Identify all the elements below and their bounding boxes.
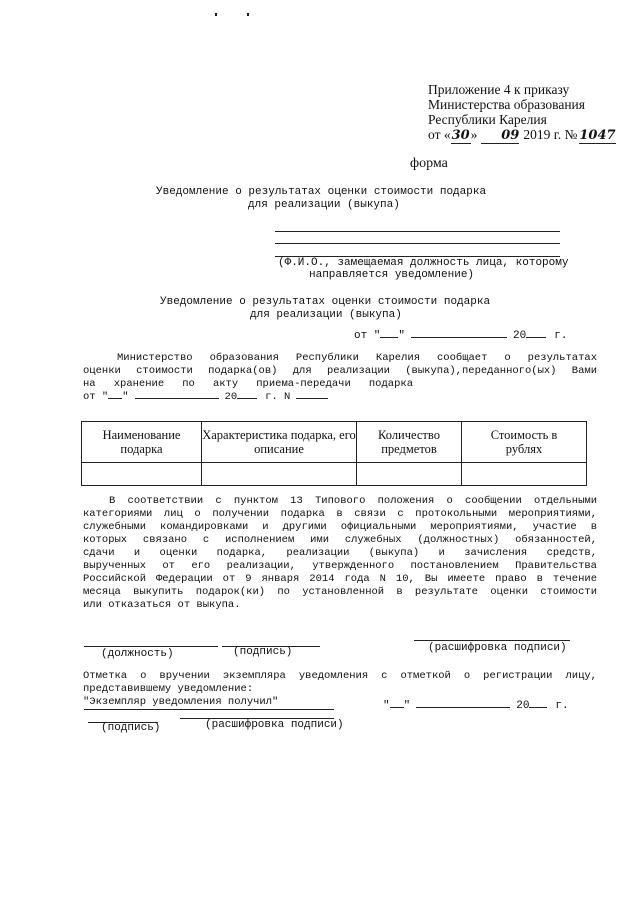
main-row-9: или отказаться от выкупа. bbox=[83, 599, 241, 611]
act-month-blank bbox=[135, 398, 219, 399]
intro-row-3: на хранение по акту приема-передачи подарка bbox=[83, 378, 413, 390]
date-line bbox=[354, 330, 567, 342]
notice-title-2-line-2: для реализации (выкупа) bbox=[250, 309, 402, 321]
notice-title-2-line-1: Уведомление о результатах оценки стоимости подарка bbox=[160, 296, 491, 308]
receipt-year: 20 bbox=[516, 700, 530, 712]
date-prefix: от " bbox=[354, 330, 381, 342]
date-day-blank bbox=[380, 337, 398, 338]
position-line bbox=[84, 646, 218, 647]
main-row-4: которых связано с исполнением ими служебных (должностных) обязанностей, bbox=[83, 534, 597, 546]
appendix-year-text: 2019 г. № bbox=[523, 127, 578, 142]
intro-paragraph bbox=[83, 352, 597, 404]
receipt-row-1: Отметка о вручении экземпляра уведомления с отметкой о регистрации лицу, bbox=[83, 670, 597, 682]
appendix-line-2: Министерства образования bbox=[428, 97, 585, 112]
decoding-caption: (расшифровка подписи) bbox=[428, 642, 567, 654]
appendix-day: 30 bbox=[451, 128, 470, 143]
receipt-row-3: "Экземпляр уведомления получил" bbox=[83, 696, 279, 708]
receipt-signature-caption: (подпись) bbox=[101, 722, 161, 734]
appendix-date-prefix: от « bbox=[428, 127, 451, 142]
appendix-line-3: Республики Карелия bbox=[428, 112, 547, 127]
header-value-rub: Стоимость в рублях bbox=[462, 422, 587, 463]
appendix-date-mid: » bbox=[470, 127, 478, 142]
act-date-mid: " bbox=[122, 391, 129, 403]
header-gift-name: Наименование подарка bbox=[82, 422, 202, 463]
receipt-year-blank bbox=[529, 707, 547, 708]
intro-row-1: Министерство образования Республики Карелия сообщает о результатах bbox=[117, 352, 597, 364]
date-year-blank bbox=[526, 337, 546, 338]
date-mid: " bbox=[398, 330, 406, 342]
addressee-line-2 bbox=[275, 243, 560, 244]
act-year: 20 bbox=[224, 391, 238, 403]
act-number-label: г. N bbox=[265, 391, 291, 403]
appendix-month: 09 bbox=[481, 128, 519, 144]
main-paragraph bbox=[83, 495, 597, 612]
addressee-caption-line-1: (Ф.И.О., замещаемая должность лица, которому bbox=[278, 257, 569, 269]
intro-row-4 bbox=[83, 391, 597, 404]
notice-title-1-line-2: для реализации (выкупа) bbox=[248, 199, 400, 211]
receipt-suffix: г. bbox=[555, 700, 569, 712]
receipt-date-line bbox=[383, 700, 569, 712]
receipt-day-blank bbox=[390, 707, 404, 708]
main-row-3: служебными командировками и другими официальными мероприятиями, участие в bbox=[83, 521, 597, 533]
table-cell bbox=[202, 463, 357, 486]
act-number-blank bbox=[296, 398, 328, 399]
receipt-date-prefix: " bbox=[383, 700, 390, 712]
appendix-line-1: Приложение 4 к приказу bbox=[428, 82, 570, 97]
table-cell bbox=[357, 463, 462, 486]
appendix-number: 1047 bbox=[579, 128, 616, 143]
addressee-caption-line-2: направляется уведомление) bbox=[309, 269, 475, 281]
main-row-2: категориями лиц о получении подарка в связи с протокольными мероприятиями, bbox=[83, 508, 597, 520]
form-label: форма bbox=[410, 156, 448, 171]
appendix-header bbox=[428, 82, 616, 144]
act-day-blank bbox=[108, 398, 122, 399]
table-cell bbox=[82, 463, 202, 486]
receipt-decoding-caption: (расшифровка подписи) bbox=[205, 719, 344, 731]
main-row-7: Российской Федерации от 9 января 2014 года N 10, Вы имеете право в течение bbox=[83, 573, 597, 585]
receipt-row-2: представившему уведомление: bbox=[83, 683, 254, 695]
date-month-blank bbox=[411, 337, 507, 338]
header-gift-description: Характеристика подарка, его описание bbox=[202, 422, 357, 463]
table-cell bbox=[462, 463, 587, 486]
main-row-8: месяца выкупить подарок(ки) по установленной в результате оценки стоимости bbox=[83, 586, 597, 598]
position-caption: (должность) bbox=[101, 648, 174, 660]
table-header-row bbox=[82, 422, 587, 463]
intro-row-2: оценки стоимости подарка(ов) для реализации (выкупа),переданного(ых) Вами bbox=[83, 365, 597, 377]
main-row-5: сдачи и оценки подарка, реализации (выкупа) и зачисления средств, bbox=[83, 547, 597, 559]
decoding-line bbox=[414, 640, 570, 641]
date-suffix: г. bbox=[554, 330, 568, 342]
receipt-date-mid: " bbox=[403, 700, 411, 712]
date-year: 20 bbox=[513, 330, 527, 342]
main-row-1: В соответствии с пунктом 13 Типового положения о сообщении отдельными bbox=[109, 495, 597, 507]
addressee-line-1 bbox=[275, 231, 560, 232]
header-quantity: Количество предметов bbox=[357, 422, 462, 463]
signature-caption: (подпись) bbox=[233, 646, 293, 658]
receipt-month-blank bbox=[416, 707, 510, 708]
notice-title-1-line-1: Уведомление о результатах оценки стоимости подарка bbox=[156, 186, 487, 198]
act-date-prefix: от " bbox=[83, 391, 109, 403]
act-year-blank bbox=[237, 398, 257, 399]
gift-valuation-table bbox=[81, 421, 587, 486]
appendix-date-line bbox=[428, 127, 616, 144]
table-row bbox=[82, 463, 587, 486]
scan-speck bbox=[247, 13, 249, 16]
receipt-line bbox=[84, 709, 334, 710]
main-row-6: вырученных от его реализации, утвержденного постановлением Правительства bbox=[83, 560, 597, 572]
scan-speck bbox=[215, 13, 217, 16]
